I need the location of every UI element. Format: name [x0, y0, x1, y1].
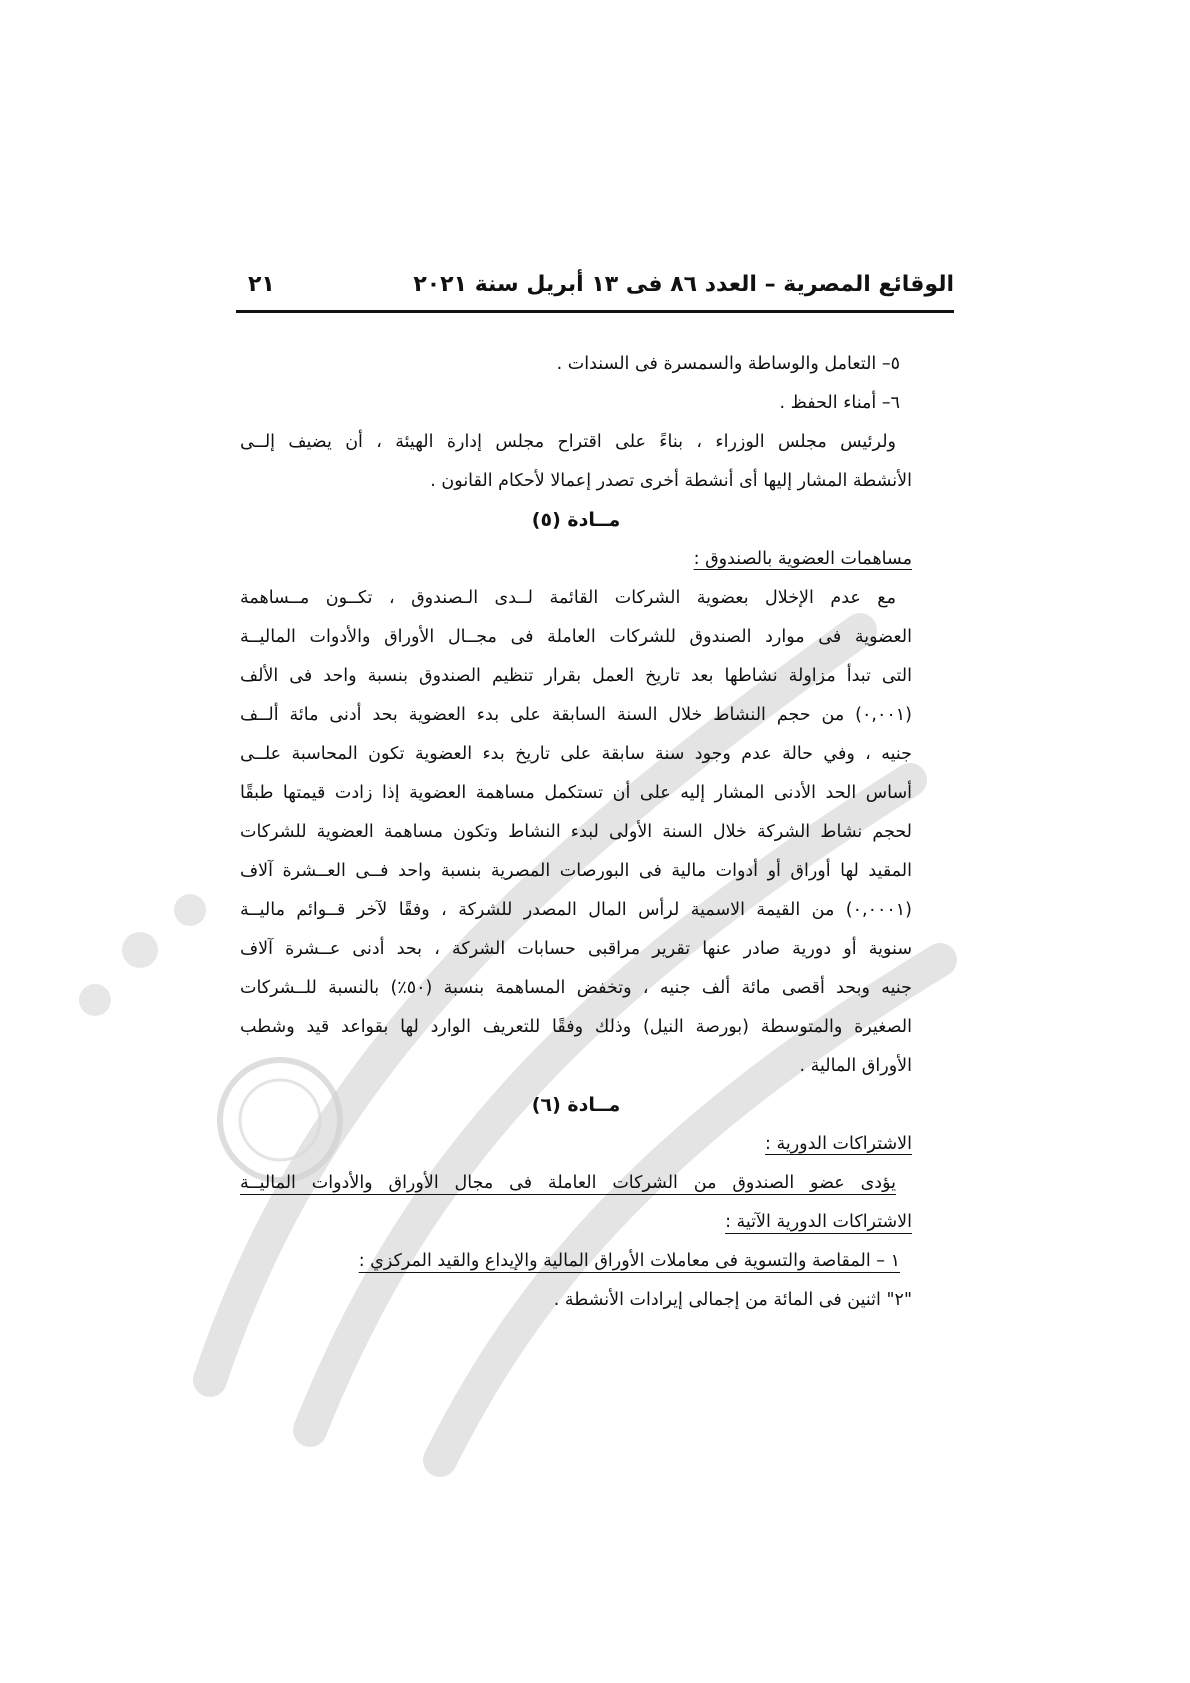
underlined-text: ١ – المقاصة والتسوية فى معاملات الأوراق المالية والإيداع والقيد المركزي : — [358, 1251, 900, 1271]
list-item — [240, 1242, 912, 1281]
paragraph-line: لحجم نشاط الشركة خلال السنة الأولى لبدء النشاط وتكون مساهمة العضوية للشركات — [240, 822, 912, 842]
page-header — [236, 270, 954, 313]
underlined-text: يؤدى عضو الصندوق من الشركات العاملة فى مجال الأوراق والأدوات الماليــة — [240, 1173, 896, 1193]
paragraph-line: العضوية فى موارد الصندوق للشركات العاملة فى مجــال الأوراق والأدوات الماليــة — [240, 627, 912, 647]
paragraph-line: الأوراق المالية . — [799, 1056, 912, 1076]
paragraph-line: سنوية أو دورية صادر عنها تقرير مراقبى حسابات الشركة ، بحد أدنى عــشرة آلاف — [240, 939, 912, 959]
paragraph-line — [240, 1164, 912, 1203]
paragraph-line: ولرئيس مجلس الوزراء ، بناءً على اقتراح مجلس إدارة الهيئة ، أن يضيف إلــى — [240, 432, 896, 452]
list-item: ٥– التعامل والوساطة والسمسرة فى السندات . — [556, 354, 900, 374]
article-5-subtitle — [240, 540, 912, 579]
paragraph-line: الأنشطة المشار إليها أى أنشطة أخرى تصدر إعمالا لأحكام القانون . — [430, 471, 912, 491]
paragraph-line: (٠,٠٠٠١) من القيمة الاسمية لرأس المال المصدر للشركة ، وفقًا لآخر قــوائم ماليــة — [240, 900, 912, 920]
paragraph-line: أساس الحد الأدنى المشار إليه على أن تستكمل مساهمة العضوية إذا زادت قيمتها طبقًا — [240, 783, 912, 803]
paragraph-line: التى تبدأ مزاولة نشاطها بعد تاريخ العمل بقرار تنظيم الصندوق بنسبة واحد فى الألف — [240, 666, 912, 686]
article-6-subtitle-text: الاشتراكات الدورية : — [765, 1134, 912, 1154]
paragraph-line: جنيه وبحد أقصى مائة ألف جنيه ، وتخفض المساهمة بنسبة (٥٠٪) بالنسبة للــشركات — [240, 978, 912, 998]
paragraph-line: الصغيرة والمتوسطة (بورصة النيل) وذلك وفقًا للتعريف الوارد لها بقواعد قيد وشطب — [240, 1017, 912, 1037]
paragraph-line: مع عدم الإخلال بعضوية الشركات القائمة لــدى الـصندوق ، تكــون مــساهمة — [240, 588, 896, 608]
page-number: ٢١ — [248, 272, 275, 297]
paragraph-line: جنيه ، وفي حالة عدم وجود سنة سابقة على تاريخ بدء العضوية تكون المحاسبة علــى — [240, 744, 912, 764]
gazette-title: الوقائع المصرية – العدد ٨٦ فى ١٣ أبريل سنة ٢٠٢١ — [413, 272, 954, 297]
list-item: ٦– أمناء الحفظ . — [779, 393, 900, 413]
article-6-subtitle — [240, 1125, 912, 1164]
article-6-heading: مــادة (٦) — [531, 1094, 621, 1116]
paragraph-line — [240, 1203, 912, 1242]
article-5-subtitle-text: مساهمات العضوية بالصندوق : — [693, 549, 912, 569]
document-body — [240, 345, 912, 1320]
paragraph-line: المقيد لها أوراق أو أدوات مالية فى البورصات المصرية بنسبة واحد فــى العــشرة آلاف — [240, 861, 912, 881]
list-item: "٢" اثنين فى المائة من إجمالى إيرادات الأنشطة . — [553, 1290, 912, 1310]
article-5-heading: مــادة (٥) — [531, 509, 621, 531]
paragraph-line: (٠,٠٠١) من حجم النشاط خلال السنة السابقة على بدء العضوية بحد أدنى مائة ألــف — [240, 705, 912, 725]
underlined-text: الاشتراكات الدورية الآتية : — [725, 1212, 912, 1232]
